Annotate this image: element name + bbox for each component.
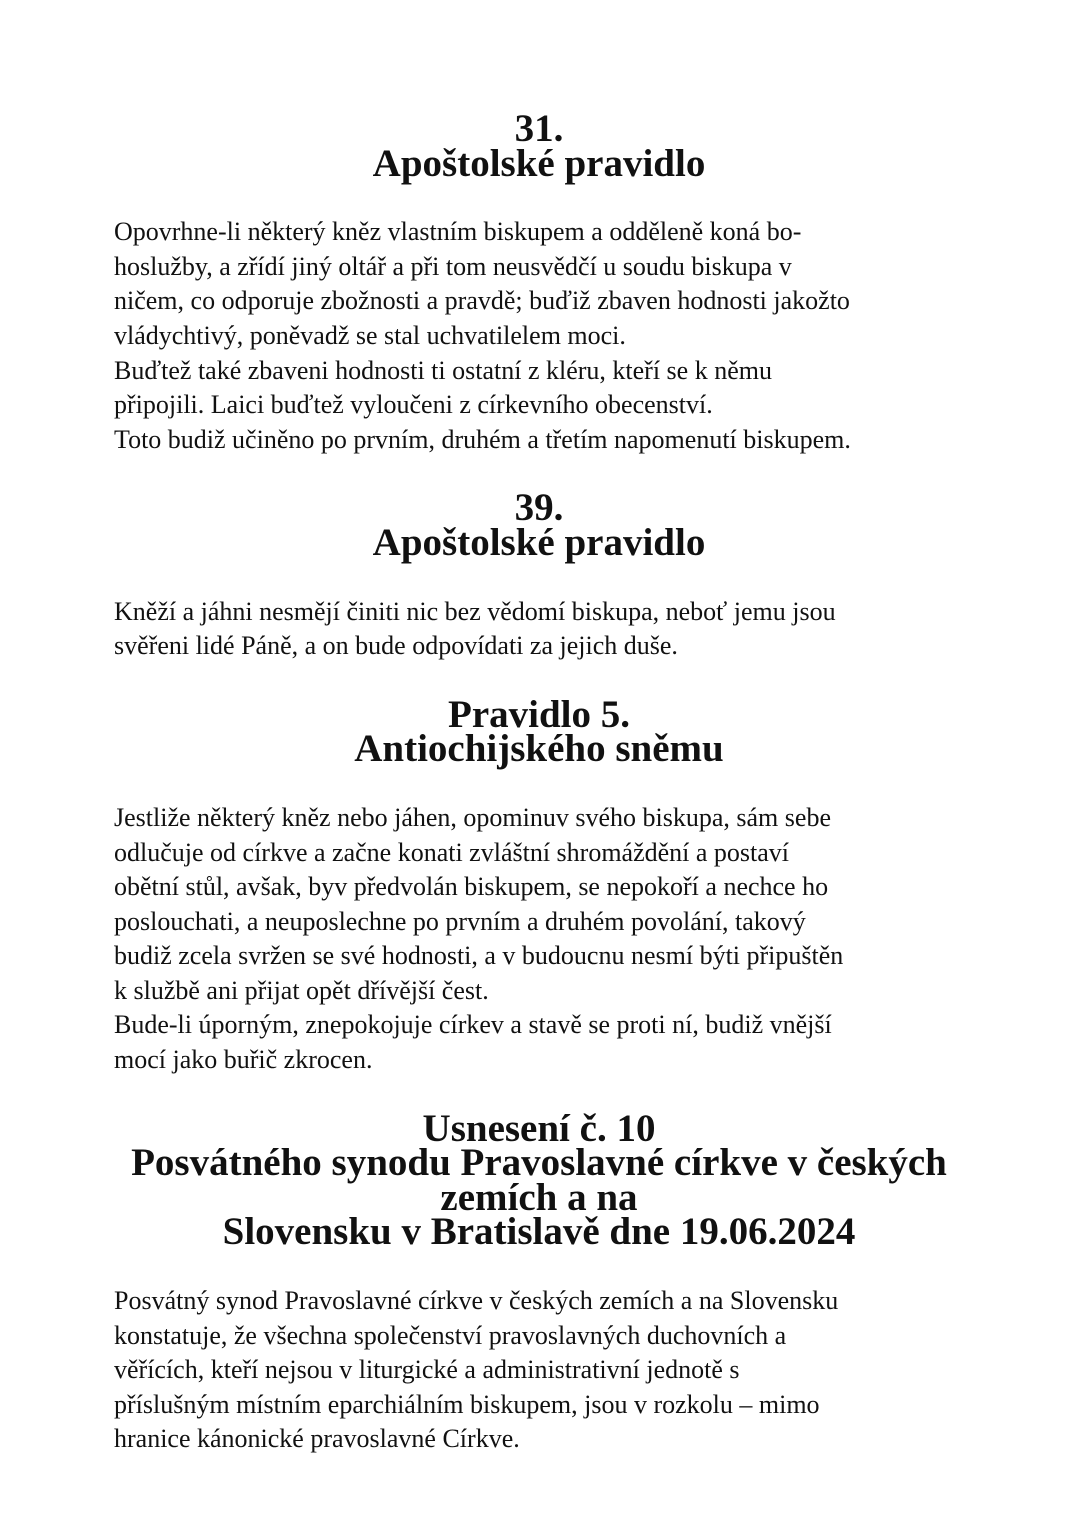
section-number: 31. [514,107,564,150]
section-rule-39 [114,486,964,663]
section-heading [114,692,964,771]
text-line: konstatuje, že všechna společenství pravoslavných duchovních a [114,1320,787,1350]
text-line: svěřeni lidé Páně, a on bude odpovídati za jejich duše. [114,631,678,661]
text-line: věřících, kteří nejsou v liturgické a administrativní jednotě s [114,1355,740,1385]
text-line: ničem, co odporuje zbožnosti a pravdě; buďiž zbaven hodnosti jakožto [114,286,850,316]
text-line: Opovrhne-li některý kněz vlastním biskupem a odděleně koná bo- [114,217,802,247]
section-heading [114,1106,964,1254]
section-text [114,1284,964,1457]
text-line: Buďtež také zbaveni hodnosti ti ostatní z kléru, kteří se k němu [114,355,772,385]
section-synod-resolution-10 [114,1106,964,1457]
section-title: Apoštolské pravidlo [372,520,706,564]
section-text [114,215,964,457]
section-antioch-rule-5 [114,692,964,1078]
section-heading [114,107,964,185]
section-number: Pravidlo 5. [448,692,630,736]
section-text [114,801,964,1078]
document-content [114,107,964,1457]
section-number: 39. [514,486,564,530]
section-title: Slovensku v Bratislavě dne 19.06.2024 [222,1210,856,1254]
text-line: Posvátný synod Pravoslavné církve v českých zemích a na Slovensku [114,1286,839,1316]
section-title: Antiochijského sněmu [354,727,724,771]
section-number: Usnesení č. 10 [422,1106,656,1150]
text-line: poslouchati, a neuposlechne po prvním a druhém povolání, takový [114,906,806,936]
section-heading [114,486,964,564]
text-line: Jestliže některý kněz nebo jáhen, opominuv svého biskupa, sám sebe [114,802,831,832]
text-line: k službě ani přijat opět dřívější čest. [114,975,489,1005]
text-line: Toto budiž učiněno po prvním, druhém a třetím napomenutí biskupem. [114,424,851,454]
text-line: hoslužby, a zřídí jiný oltář a při tom neusvědčí u soudu biskupa v [114,251,792,281]
text-line: hranice kánonické pravoslavné Církve. [114,1424,520,1454]
text-line: odlučuje od církve a začne konati zvláštní shromáždění a postaví [114,837,790,867]
section-title: Apoštolské pravidlo [372,141,706,185]
text-line: vládychtivý, poněvadž se stal uchvatilelem moci. [114,320,626,350]
text-line: připojili. Laici buďtež vyloučeni z církevního obecenství. [114,390,713,420]
text-line: Kněží a jáhni nesmějí činiti nic bez vědomí biskupa, neboť jemu jsou [114,596,836,626]
section-text [114,595,964,664]
section-title: Posvátného synodu Pravoslavné církve v českých zemích a na [131,1141,947,1219]
text-line: příslušným místním eparchiálním biskupem, jsou v rozkolu – mimo [114,1389,820,1419]
section-rule-31 [114,107,964,457]
text-line: Bude-li úporným, znepokojuje církev a stavě se proti ní, budiž vnější [114,1010,832,1040]
text-line: budiž zcela svržen se své hodnosti, a v budoucnu nesmí býti připuštěn [114,941,844,971]
text-line: mocí jako buřič zkrocen. [114,1045,373,1075]
text-line: obětní stůl, avšak, byv předvolán biskupem, se nepokoří a nechce ho [114,872,829,902]
